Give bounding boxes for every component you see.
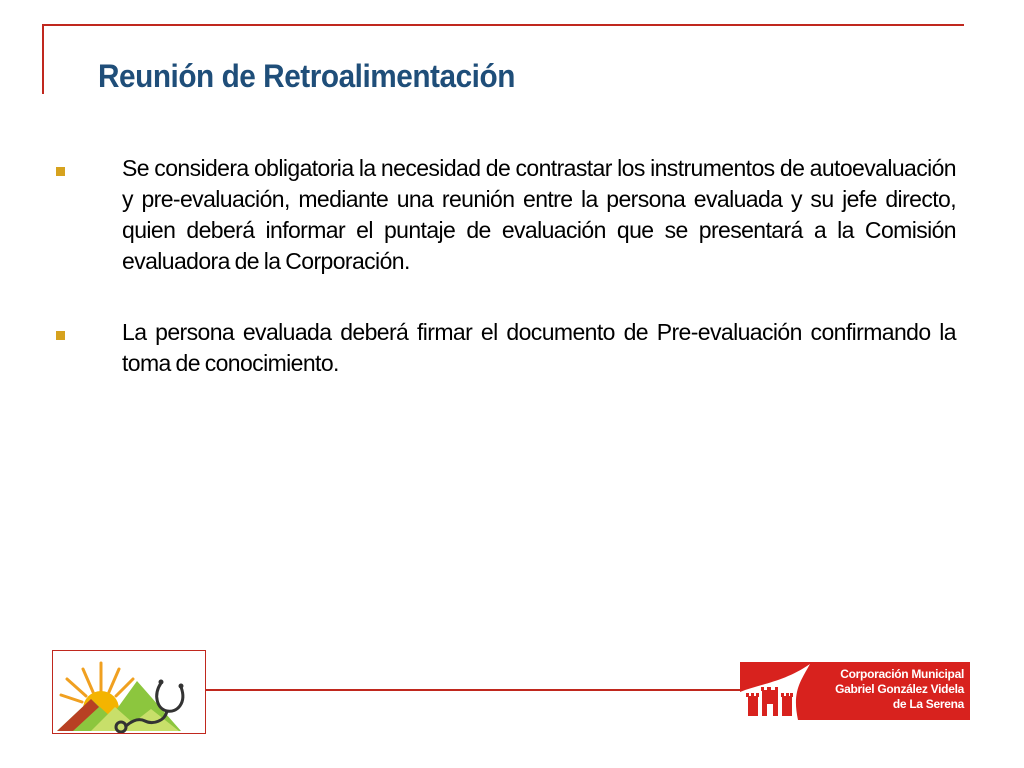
left-rule — [42, 24, 44, 94]
slide-title: Reunión de Retroalimentación — [98, 58, 515, 94]
corporation-name — [814, 667, 964, 712]
top-rule — [42, 24, 964, 26]
bullet-item — [52, 317, 956, 379]
corporation-line-1: Corporación Municipal — [840, 667, 964, 681]
bullet-text: Se considera obligatoria la necesidad de contrastar los instrumentos de autoevaluación y pre-evaluación, mediante una reunión entre la persona evaluada y su jefe directo, quien deberá informar el puntaje de evaluación que se presentará a la Comisión evaluadora de la Corporación. — [122, 155, 956, 274]
bullet-text: La persona evaluada deberá firmar el documento de Pre-evaluación confirmando la toma de conocimiento. — [122, 319, 956, 376]
square-bullet-icon — [56, 331, 65, 340]
corporation-logo — [740, 662, 970, 720]
bottom-rule — [206, 689, 740, 691]
bullet-list — [52, 153, 956, 419]
square-bullet-icon — [56, 167, 65, 176]
corporation-line-2: Gabriel González Videla — [835, 682, 964, 696]
bullet-item — [52, 153, 956, 277]
castle-icon — [740, 662, 820, 720]
corporation-line-3: de La Serena — [892, 697, 964, 711]
health-mountain-sun-icon — [53, 651, 206, 734]
health-logo — [52, 650, 206, 734]
